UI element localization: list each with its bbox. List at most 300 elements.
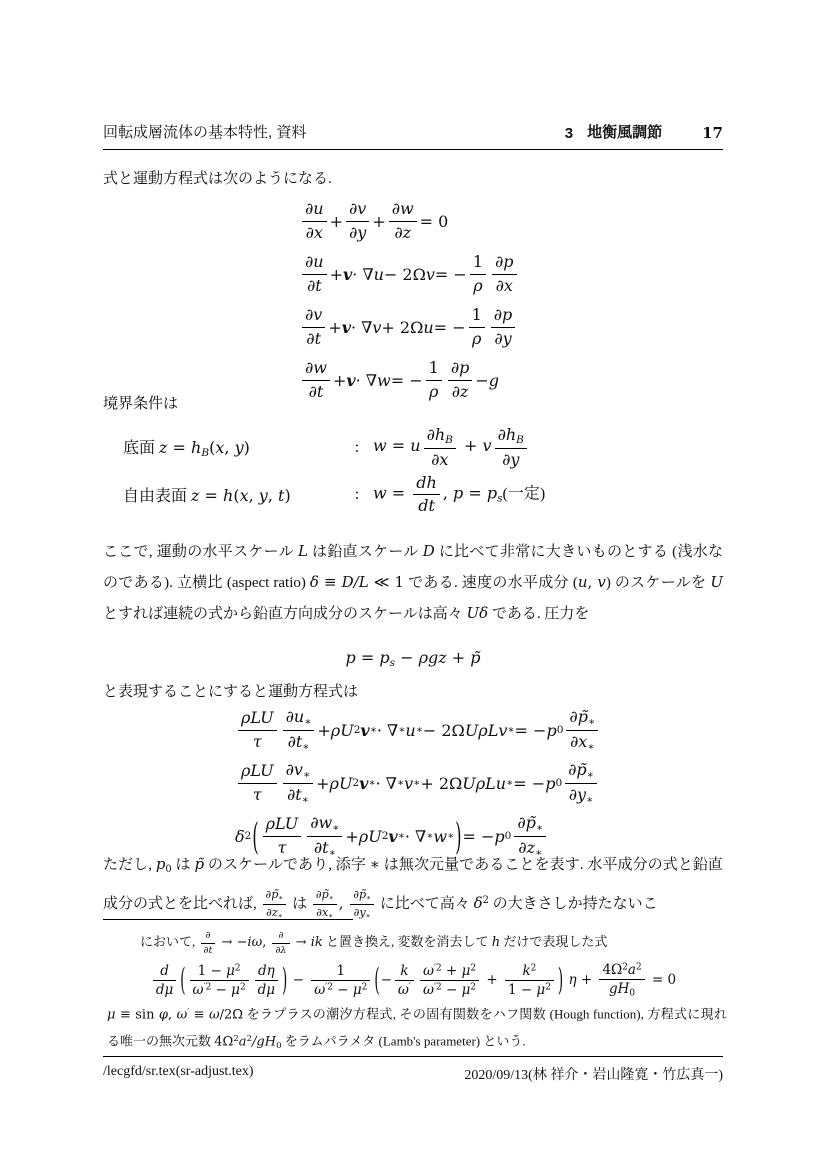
math-token: − [288,971,309,988]
boundary-conditions [103,424,723,518]
math-token [413,473,440,494]
math-token: p̃ [194,855,205,873]
math-token [283,707,315,730]
equation-nondim-y [235,760,826,806]
math-token [255,963,278,980]
math-token: ( [233,486,240,505]
math-token: ∗ [396,777,405,789]
math-token [495,425,527,470]
math-token: p [494,826,505,846]
equation-pressure-decomposition [103,648,723,669]
math-token: ρLU [241,708,274,728]
running-title: 回転成層流体の基本特性, 資料 [103,124,307,141]
math-token: τ [277,837,287,857]
math-token: 0 [629,988,636,999]
math-token [272,943,289,957]
math-token [413,494,440,516]
math-token: dt [418,496,435,515]
math-token: , [224,438,235,458]
math-token: = [355,648,380,667]
math-token [395,963,414,980]
math-token [492,252,517,273]
math-token: ∂w [391,199,414,219]
math-token: ∗ [506,777,514,789]
math-token [389,221,417,243]
math-token [470,274,486,296]
math-token: ∗ [535,846,543,859]
section-header [565,121,723,142]
math-token: ∗ [397,830,405,842]
math-token [238,761,277,804]
math-token: 1 [472,252,484,272]
math-token: ) [284,486,291,505]
math-token: ′2 [433,963,442,974]
math-token [153,980,176,998]
math-token [599,962,644,1000]
math-token: ∂z [266,905,278,919]
math-token: 2 [353,724,361,736]
math-token: ∂x [305,222,323,242]
math-token [424,425,456,448]
math-token [395,980,414,998]
math-token: δ [309,573,319,591]
math-token: h [191,438,202,458]
math-token [350,888,374,921]
math-token [599,979,644,999]
math-token: 0 [165,863,172,875]
math-token: をラムパラメタ (Lamb's parameter) という. [281,1033,526,1049]
math-token: μ [226,963,235,980]
math-token: は [171,857,195,873]
math-token: + 2Ω [420,773,463,793]
math-token: ρU [330,720,354,740]
math-token: ∂x [570,731,588,751]
math-token: ) [282,962,288,999]
math-token: ∂p̃ [568,759,587,779]
math-token: y [234,438,244,458]
math-token [238,708,277,751]
math-token: ≡ [189,1007,209,1023]
math-token: とすれば連続の式から鉛直方向成分のスケールは高々 [103,606,467,622]
math-token: ∗ [368,777,376,789]
math-token: ρ [429,381,439,401]
math-token [263,888,287,904]
math-token: U [710,573,723,591]
math-token: ∂h [426,424,446,444]
math-token [255,963,278,998]
math-token: 0 [556,724,564,736]
math-token [153,963,176,998]
math-token: ≡ sin [115,1007,159,1023]
math-token: w [377,370,391,390]
math-token: 2 [361,982,368,993]
math-token: ∂t [313,837,329,857]
math-token: L [297,542,308,560]
math-token: , [338,893,349,912]
math-token: + [576,971,597,988]
math-token: ∗ [302,768,311,781]
math-token: 4Ω [602,962,623,978]
math-token: B [201,447,210,460]
math-token: p [453,483,464,503]
math-token: · ∇ [355,370,378,390]
math-token: ∂z [394,222,412,242]
math-token: ∂u [305,199,324,219]
math-token: ∗ [369,855,380,873]
math-token: D [422,542,435,560]
math-token [190,963,249,998]
math-token: ∂p̃ [315,888,329,901]
section-title: 地衡風調節 [587,124,663,141]
math-token [495,425,527,448]
boundary-colon: : [354,485,360,503]
math-token [350,888,374,904]
math-token: ∗ [302,740,310,753]
math-token: + [482,971,502,988]
math-token: + [372,211,386,231]
math-token: u [577,573,588,591]
math-token: ∂h [497,424,517,444]
math-token: ∂x [316,905,329,919]
math-token [201,943,216,957]
math-token: 2 [381,830,389,842]
math-token [272,930,289,943]
math-token [302,305,325,348]
math-token: + [329,264,343,284]
math-token: ω [422,982,434,999]
math-token: ∂t [308,381,324,401]
math-token: τ [252,731,262,751]
math-token: ∗ [415,724,423,736]
paragraph-scaling [103,536,723,629]
math-token: 2 [239,982,246,993]
math-token [238,708,277,729]
page-header [103,114,723,150]
math-token: = [199,486,224,505]
math-token: ≡ [318,573,342,591]
math-token [346,221,369,243]
math-token [302,358,330,379]
math-token: s [389,657,395,670]
math-token: ∗ [278,893,284,903]
footer-source-path: /lecgfd/sr.tex(sr-adjust.tex) [103,1064,254,1079]
math-token: p [546,720,557,740]
math-token: ∂u [285,706,305,726]
math-token: ∗ [301,793,309,806]
math-token: ω [397,982,409,999]
math-token: ∂t [286,784,302,804]
math-token: μ [461,982,471,999]
math-token: ik [310,935,323,950]
math-token: ∂x [495,275,513,295]
math-token [492,274,517,296]
math-token [389,199,417,220]
math-token: ω [208,1007,220,1023]
math-token [190,963,249,980]
math-token: μ [461,963,471,980]
math-token [190,980,249,998]
math-token: ∂w [310,812,333,832]
math-token: は [288,895,311,912]
math-token: − [475,370,489,390]
math-token: x [215,438,225,458]
math-token: だけで表現した式 [500,934,608,949]
math-token [426,358,442,379]
math-token: ここで, 運動の水平スケール [103,544,298,560]
math-token: 1 [336,963,346,980]
math-token [302,199,327,220]
math-token: v [388,826,398,846]
math-token [413,473,440,516]
math-token [469,327,485,349]
math-token [153,963,176,980]
math-token: = [386,436,411,456]
math-token: ( [180,962,186,999]
math-token [283,760,313,807]
math-token: ω [314,982,326,999]
boundary-label-bottom [103,435,341,459]
math-token: ∂p̃ [265,888,279,901]
math-token [346,199,369,242]
math-token: gH [609,981,630,998]
math-token: − 2Ω [383,264,426,284]
math-token: ∂p̃ [353,888,367,901]
boundary-label-free-surface [103,483,341,506]
math-token [565,760,597,783]
math-token [311,963,370,980]
math-token: ∗ [426,830,434,842]
math-token [395,963,414,998]
math-token: v [597,573,606,591]
math-token: B [445,434,453,447]
math-token: ∂p [450,358,470,378]
math-token: · ∇ [375,773,397,793]
math-token: = [463,483,487,503]
math-token: 0 [504,830,512,842]
math-token [263,888,287,921]
math-token: をラプラスの潮汐方程式, その固有関数をハフ関数 (Hough function), 方程式に現れる唯一の無次元数 [107,1006,727,1049]
math-token [566,707,598,730]
section-number: 3 [564,125,574,142]
math-token: B [516,434,524,447]
footnote-text-1 [103,927,760,958]
math-token: z [159,438,168,458]
math-token [283,730,315,754]
math-token: + [332,370,347,390]
math-token: ∂y [502,449,520,469]
math-token: 2 [233,1034,239,1045]
math-token: ρ [471,328,482,348]
math-token [424,425,456,470]
math-token: ∗ [447,830,455,842]
math-token: ∂p [495,252,514,272]
math-token: u [373,264,384,284]
math-token: 2 [244,830,252,842]
math-token: 2 [530,963,537,974]
math-token [514,813,546,836]
math-token: w [373,436,387,456]
math-token: − [395,648,419,667]
math-token: + [316,773,330,793]
math-token: · ∇ [376,720,399,740]
math-token: + [317,720,331,740]
math-token: ω [192,982,204,999]
math-token: iω [247,935,263,950]
math-token [302,199,327,242]
equation-momentum-x [299,251,826,297]
math-token [565,783,597,807]
math-token: + [328,317,342,337]
math-token [313,888,337,904]
math-token: δ [235,826,245,846]
math-token: ∗ [587,740,595,753]
math-token [420,963,479,980]
math-token [201,930,216,943]
boundary-eq-bottom [373,425,530,470]
math-token: ∂z [518,837,535,857]
math-token: + [446,648,471,667]
math-token: μ [231,982,240,999]
math-token: h [491,935,501,950]
math-token [350,904,374,921]
math-token: 2 [482,894,489,906]
math-token: dμ [257,982,276,999]
math-token [238,761,277,782]
math-token: u [405,720,416,740]
math-token: ∂z [451,381,469,401]
math-token: 2 [352,777,360,789]
math-token: ρLU [241,761,274,781]
math-token: ∂y [353,905,366,919]
math-token [302,221,327,243]
math-token: に比べて高々 [376,895,474,912]
math-token [302,305,325,326]
math-token: a [238,1034,247,1050]
equation-nondim-x [235,707,826,753]
math-token [448,358,473,379]
math-token: UρLv [464,720,508,740]
math-token: ρLU [265,814,299,834]
math-token [566,707,598,754]
math-token: 2 [234,963,241,974]
math-token: ∂u [305,252,324,272]
math-token: ∂ [278,929,284,941]
math-token: は鉛直スケール [307,544,423,560]
math-token: v [404,773,414,793]
math-token: u [410,436,421,456]
math-token: v [360,720,370,740]
math-token: w [433,826,448,846]
paragraph-boundary-intro: 境界条件は [103,396,179,412]
math-token [302,252,327,273]
math-token [311,980,370,998]
math-token: = − [434,264,467,284]
math-token: 0 [276,1041,282,1052]
math-token: · ∇ [404,826,427,846]
math-token [420,980,479,998]
math-token [469,305,485,348]
math-token: 2 [470,982,477,993]
math-token: − [441,982,462,999]
math-token: u [423,317,434,337]
math-token: w [373,483,387,503]
math-token: ∗ [587,715,596,728]
math-token: y [258,486,268,505]
math-token: ( [209,438,216,458]
math-token [238,730,277,752]
math-token: s [497,492,503,505]
math-token: p [345,648,356,667]
math-token [255,980,278,998]
footnote-rule [103,919,353,920]
paragraph-intro: 式と運動方程式は次のようになる. [103,171,332,187]
math-token: ρU [329,773,353,793]
math-token [469,305,485,326]
math-token [599,962,644,979]
math-token: ( [252,814,259,858]
footer-rule [103,1056,723,1057]
boundary-colon: : [354,438,360,456]
math-token: である. 圧力を [488,606,590,622]
math-token [470,252,486,295]
math-token: ∗ [586,768,594,781]
math-token [313,888,337,921]
math-token: ∗ [413,777,421,789]
paragraph-however [103,846,723,921]
math-token [491,305,516,348]
math-token [505,963,554,998]
math-token: p̃ [470,648,481,667]
math-token: , [442,483,453,503]
math-token: + [458,436,483,456]
math-token [201,930,216,956]
math-token: δ [473,893,483,912]
math-token: v [341,317,352,337]
math-token [495,448,527,470]
math-token [307,813,342,836]
math-token: v [342,264,353,284]
math-token: k [522,963,531,980]
math-token: ( [374,962,380,999]
math-token: ∂λ [275,944,287,956]
math-token [420,963,479,998]
math-token: ∂t [306,328,321,348]
math-token: g [488,370,499,390]
math-token: ∗ [304,715,312,728]
math-token: μ [107,1007,116,1023]
math-token: − [332,982,353,999]
math-token: (一定) [502,485,546,503]
math-token: ∗ [328,846,336,859]
math-token: = [167,438,192,458]
math-token: , [267,486,279,505]
math-token: ∗ [586,793,594,806]
math-token: μ [352,982,362,999]
math-token: は無次元量であることを表す. 水平成分の式と鉛直成分の式とを比べれば, [103,857,723,912]
math-token: ∗ [365,911,371,921]
math-token: ∂ [205,929,211,941]
math-token [302,327,325,349]
math-token: ∗ [507,724,515,736]
math-token: 自由表面 [123,488,192,505]
math-token [283,783,313,807]
math-token: に比べて非常に大きいものとする (浅水なのである). 立横比 (aspect ratio) [103,544,724,591]
boundary-eq-free-surface [373,473,545,516]
math-token: v [425,264,435,284]
math-token: ρ [473,275,483,295]
math-token: dμ [155,982,174,999]
math-token: Uδ [466,604,489,622]
